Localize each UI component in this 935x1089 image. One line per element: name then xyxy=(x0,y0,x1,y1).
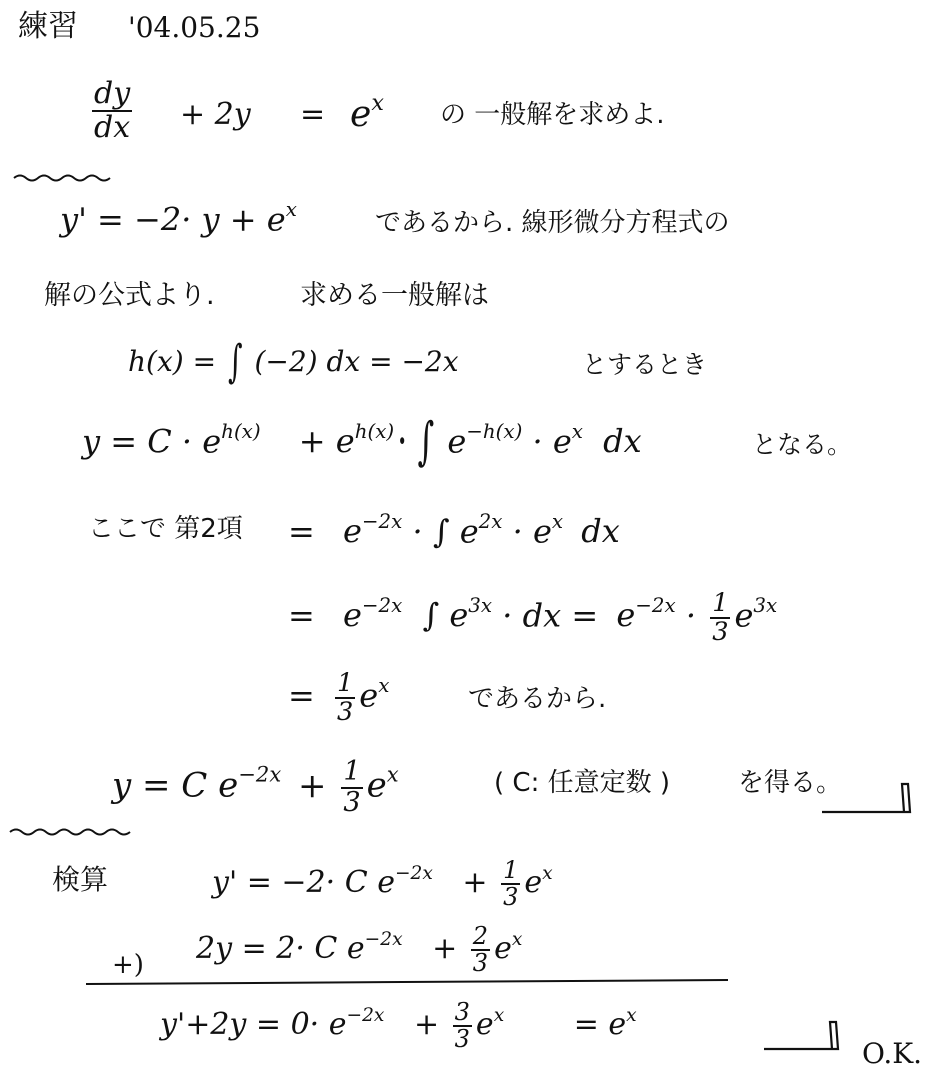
fraction: $\frac{3}{3}$ xyxy=(454,998,470,1054)
solution-line2-text-b: 求める一般解は xyxy=(300,280,489,311)
check-row1: y' = −2· C $e^{-2x}$ + $\frac{1}{3}$ $e^x$ xyxy=(212,856,553,912)
problem-lhs-tail: + 2y xyxy=(180,97,251,132)
step3-expression: = $\frac{1}{3}$ $e^x$ xyxy=(288,668,390,727)
fraction: $\frac{1}{3}$ xyxy=(503,856,519,912)
end-mark-2 xyxy=(764,1022,838,1049)
h-text: とするとき xyxy=(582,350,708,379)
integral-sign: ∫ xyxy=(227,334,243,388)
solution-line1-math: $y' = -2\cdot y + e^x$ xyxy=(60,198,297,239)
problem-instruction: の 一般解を求めよ. xyxy=(440,100,665,130)
end-mark-1 xyxy=(822,784,910,812)
fraction: $\frac{1}{3}$ xyxy=(336,668,354,727)
answer-expression: y = C $e^{-2x}$ + $\frac{1}{3}$ $e^x$ xyxy=(112,756,399,818)
sum-line xyxy=(86,980,728,984)
term2-expression: = $e^{-2x}$ · ∫ $e^{2x} \cdot e^x$ dx xyxy=(288,510,620,551)
fraction: $\frac{1}{3}$ xyxy=(343,756,361,818)
wavy-separator-1 xyxy=(14,176,110,181)
check-label: 検算 xyxy=(52,863,109,896)
solution-line1-text: であるから. 線形微分方程式の xyxy=(375,208,730,238)
answer-text: を得る。 xyxy=(738,768,843,798)
check-row2-prefix: +) xyxy=(112,950,144,980)
header-date: '04.05.25 xyxy=(128,11,261,44)
h-definition: h(x) = ∫ (−2) dx = −2x xyxy=(128,334,459,388)
problem-eq-sign: = xyxy=(300,97,326,132)
solution-line2-text: 解の公式より. xyxy=(44,280,215,311)
general-formula-text: となる。 xyxy=(752,430,853,459)
fraction-denominator: dx xyxy=(94,109,131,145)
step3-text: であるから. xyxy=(468,684,607,714)
integral-sign: · ∫ xyxy=(397,410,435,472)
step2-expression: = $e^{-2x}$ ∫ $e^{3x}$ · dx = $e^{-2x}$ · $\frac{1}{3}$ $e^{3x}$ xyxy=(288,588,778,647)
problem-rhs: $e^x$ xyxy=(350,90,384,136)
ok-mark: O.K. xyxy=(862,1037,923,1070)
check-row2: 2y = 2· C $e^{-2x}$ + $\frac{2}{3}$ $e^x$ xyxy=(196,922,523,978)
fraction-numerator: dy xyxy=(94,76,131,111)
wavy-separator-2 xyxy=(10,830,130,835)
check-row3: $y'+2y = 0\cdot e^{-2x}$ + $\frac{3}{3}$ $e^x = e^x$ xyxy=(160,998,637,1054)
answer-note: ( C: 任意定数 ) xyxy=(494,768,670,798)
term2-label: ここで 第2項 xyxy=(88,514,243,544)
fraction: $\frac{2}{3}$ xyxy=(472,922,489,978)
fraction: $\frac{1}{3}$ xyxy=(712,588,729,647)
header-label: 練習 xyxy=(18,9,78,44)
general-formula: $y = C \cdot e^{h(x)} + e^{h(x)}\cdot$ ∫ $e^{-h(x)} \cdot e^x$ dx xyxy=(82,410,642,472)
